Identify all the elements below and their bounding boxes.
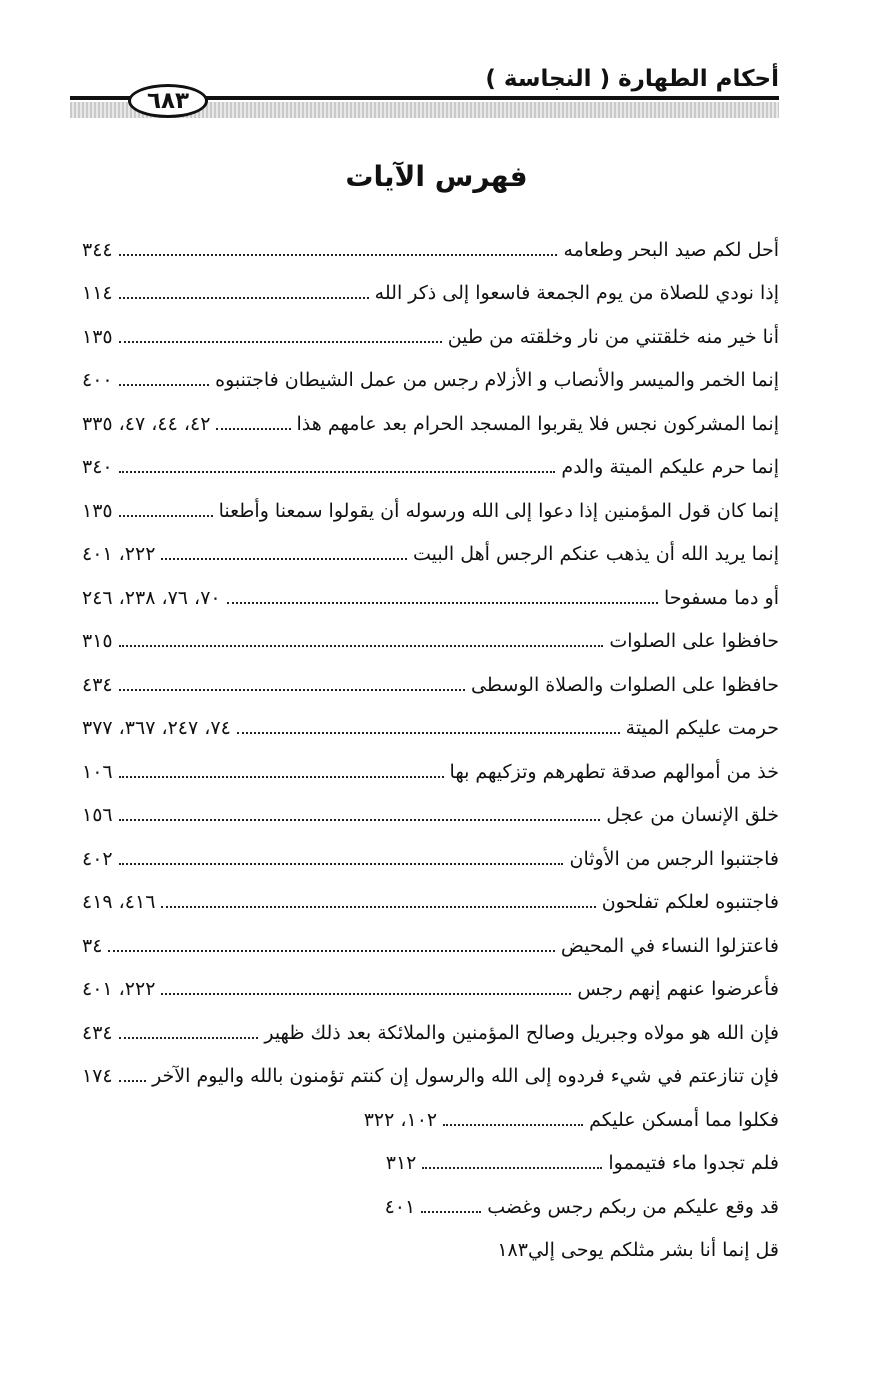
index-entry (76, 837, 779, 881)
page-references: ٢٢٢، ٤٠١ (82, 543, 156, 566)
index-entry (76, 750, 779, 794)
page-references: ١٠٦ (82, 760, 113, 783)
index-entry (76, 1229, 779, 1273)
page-references: ١٣٥ (82, 325, 113, 348)
dot-leader (119, 297, 369, 299)
dot-leader (161, 558, 407, 560)
dot-leader (119, 471, 556, 473)
verse-text: فلم تجدوا ماء فتيمموا (608, 1152, 779, 1175)
dot-leader (119, 384, 209, 386)
verse-text: إذا نودي للصلاة من يوم الجمعة فاسعوا إلى ذكر الله (374, 282, 779, 305)
verse-text: فكلوا مما أمسكن عليكم (589, 1108, 779, 1131)
index-entry (76, 1142, 779, 1186)
verse-text: حافظوا على الصلوات والصلاة الوسطى (471, 673, 779, 696)
page-references: ٣٤٤ (82, 238, 113, 261)
verse-text: أحل لكم صيد البحر وطعامه (563, 238, 779, 261)
page-references: ١٠٢، ٣٢٢ (363, 1108, 438, 1131)
dot-leader (119, 515, 213, 517)
dot-leader (119, 863, 564, 865)
dot-leader (161, 906, 595, 908)
verse-text: فأعرضوا عنهم إنهم رجس (577, 978, 779, 1001)
index-entry (76, 620, 779, 664)
verse-text: إنما المشركون نجس فلا يقربوا المسجد الحرام بعد عامهم هذا (296, 412, 779, 435)
page-references: ٤٢، ٤٤، ٤٧، ٣٣٥ (82, 412, 211, 435)
verse-text: فإن تنازعتم في شيء فردوه إلى الله والرسول إن كنتم تؤمنون بالله واليوم الآخر (152, 1065, 779, 1088)
verse-text: فاعتزلوا النساء في المحيض (560, 934, 779, 957)
verse-text: قل إنما أنا بشر مثلكم يوحى إلي (527, 1239, 779, 1262)
verse-text: إنما الخمر والميسر والأنصاب و الأزلام رجس من عمل الشيطان فاجتنبوه (215, 369, 779, 392)
dot-leader (119, 1080, 146, 1082)
verse-text: خلق الإنسان من عجل (606, 804, 779, 827)
page-references: ٤٣٤ (82, 1021, 113, 1044)
dot-leader (119, 341, 442, 343)
page-references: ٢٢٢، ٤٠١ (82, 978, 156, 1001)
page-number (128, 84, 208, 118)
page-references: ٣١٢ (385, 1152, 417, 1175)
page-references: ٤٠١ (384, 1195, 416, 1218)
index-entry (76, 1055, 779, 1099)
verse-text: حافظوا على الصلوات (609, 630, 779, 653)
verse-text: حرمت عليكم الميتة (625, 717, 779, 740)
dot-leader (422, 1167, 602, 1169)
verse-text: قد وقع عليكم من ربكم رجس وغضب (487, 1195, 779, 1218)
index-entry (76, 489, 779, 533)
index-title: فهرس الآيات (345, 160, 528, 193)
verse-text: إنما كان قول المؤمنين إذا دعوا إلى الله ورسوله أن يقولوا سمعنا وأطعنا (218, 499, 779, 522)
index-entry (76, 533, 779, 577)
index-entry (76, 663, 779, 707)
dot-leader (119, 645, 604, 647)
dot-leader (443, 1124, 583, 1126)
dot-leader (421, 1211, 481, 1213)
page-references: ٤٣٤ (82, 673, 113, 696)
index-entry (76, 1185, 779, 1229)
page-number-text: ٦٨٣ (146, 88, 190, 114)
verse-text: أنا خير منه خلقتني من نار وخلقته من طين (447, 325, 779, 348)
page-references: ٣٤ (82, 934, 103, 957)
index-entry (76, 359, 779, 403)
index-entry (76, 968, 779, 1012)
verse-text: فاجتنبوا الرجس من الأوثان (569, 847, 779, 870)
index-entry (76, 272, 779, 316)
page-references: ١١٤ (82, 282, 113, 305)
index-entry (76, 446, 779, 490)
dot-leader (119, 819, 601, 821)
dot-leader (119, 254, 558, 256)
verse-text: إنما حرم عليكم الميتة والدم (561, 456, 779, 479)
page-references: ١٣٥ (82, 499, 113, 522)
page-references: ٣٤٠ (82, 456, 113, 479)
page-references: ١٨٣ (497, 1239, 528, 1262)
index-entry (76, 794, 779, 838)
index-entry (76, 1011, 779, 1055)
index-entry (76, 924, 779, 968)
verse-index-list (76, 228, 779, 1272)
index-entry (76, 576, 779, 620)
verse-text: فاجتنبوه لعلكم تفلحون (601, 891, 779, 914)
page-references: ٧٤، ٢٤٧، ٣٦٧، ٣٧٧ (82, 717, 231, 740)
dot-leader (216, 428, 290, 430)
index-entry (76, 228, 779, 272)
index-entry (76, 1098, 779, 1142)
page-references: ٧٠، ٧٦، ٢٣٨، ٢٤٦ (82, 586, 221, 609)
dot-leader (237, 732, 620, 734)
verse-text: فإن الله هو مولاه وجبريل وصالح المؤمنين والملائكة بعد ذلك ظهير (264, 1021, 779, 1044)
dot-leader (108, 950, 554, 952)
dot-leader (119, 689, 465, 691)
dot-leader (227, 602, 658, 604)
page-references: ٤٠٢ (82, 847, 113, 870)
page-references: ١٥٦ (82, 804, 113, 827)
page-references: ١٧٤ (82, 1065, 113, 1088)
index-entry (76, 881, 779, 925)
page-references: ٣١٥ (82, 630, 113, 653)
dot-leader (119, 1037, 259, 1039)
dot-leader (161, 993, 571, 995)
verse-text: خذ من أموالهم صدقة تطهرهم وتزكيهم بها (449, 760, 779, 783)
index-entry (76, 707, 779, 751)
verse-text: إنما يريد الله أن يذهب عنكم الرجس أهل البيت (412, 543, 779, 566)
page-references: ٤٠٠ (82, 369, 113, 392)
dot-leader (119, 776, 444, 778)
page-references: ٤١٦، ٤١٩ (82, 891, 156, 914)
verse-text: أو دما مسفوحا (663, 586, 779, 609)
index-entry (76, 315, 779, 359)
index-entry (76, 402, 779, 446)
book-title: أحكام الطهارة ( النجاسة ) (485, 66, 779, 92)
